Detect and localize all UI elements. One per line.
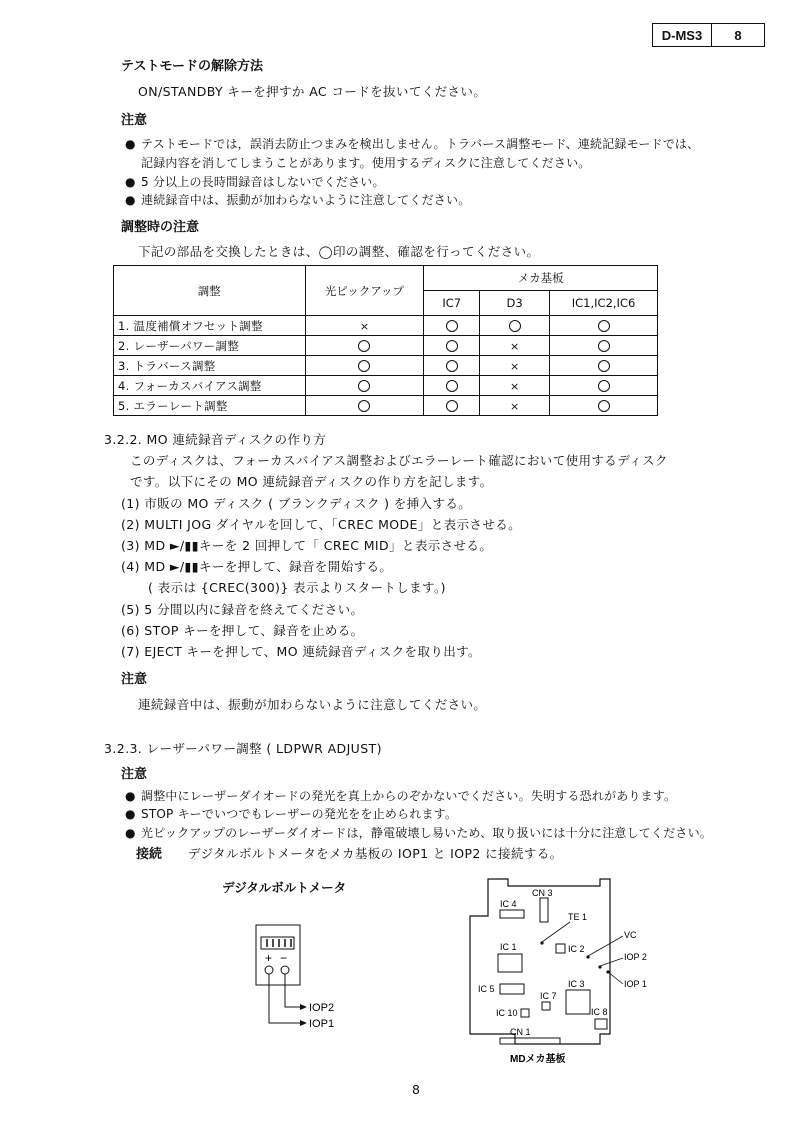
row-mark-cell: [305, 356, 424, 376]
note1-bullet-3: ● 連続録音中は、振動が加わらないように注意してください。: [125, 193, 471, 207]
col-ic1-ic2-ic6: IC1,IC2,IC6: [550, 291, 658, 316]
minus-label: −: [280, 951, 288, 965]
cross-mark: ×: [510, 399, 520, 413]
circle-mark-icon: [598, 400, 610, 412]
row-mark-cell: [550, 396, 658, 416]
ic2-part: [556, 944, 565, 953]
table-row: [114, 336, 658, 356]
circle-mark-icon: [598, 380, 610, 392]
release-text: ON/STANDBY キーを押すか AC コードを抜いてください。: [138, 84, 487, 99]
row-mark-cell: [424, 396, 480, 416]
circle-mark-icon: [358, 360, 370, 372]
ic3-label: IC 3: [568, 979, 585, 989]
cn3-part: [540, 898, 548, 922]
circle-mark-icon: [446, 340, 458, 352]
cross-mark: ×: [510, 359, 520, 373]
voltmeter-diagram: [240, 915, 350, 1035]
row-label: 1. 温度補償オフセット調整: [114, 316, 306, 336]
sec322-note-title: 注意: [121, 672, 148, 687]
note1-title: 注意: [121, 113, 148, 128]
ic4-label: IC 4: [500, 899, 517, 909]
col-pickup: 光ピックアップ: [305, 266, 424, 316]
sec323-bullet-2: ● STOP キーでいつでもレーザーの発光をを止められます。: [125, 807, 458, 821]
row-mark-cell: [550, 356, 658, 376]
header-box: [652, 23, 765, 47]
sec322-step-7: (7) EJECT キーを押して、MO 連続録音ディスクを取り出す。: [121, 644, 481, 659]
ic10-part: [521, 1009, 529, 1017]
row-mark-cell: [480, 376, 550, 396]
sec322-step-1: (1) 市販の MO ディスク ( ブランクディスク ) を挿入する。: [121, 496, 472, 511]
row-mark-cell: [480, 396, 550, 416]
connection-label: 接続: [136, 847, 163, 862]
sec322-step-2: (2) MULTI JOG ダイヤルを回して、「CREC MODE」と表示させる。: [121, 517, 522, 532]
cn1-label: CN 1: [510, 1027, 531, 1037]
ic5-label: IC 5: [478, 984, 495, 994]
sec322-note-text: 連続録音中は、振動が加わらないように注意してください。: [138, 697, 487, 712]
row-label: 4. フォーカスバイアス調整: [114, 376, 306, 396]
sec322-step-4-note: ( 表示は {CREC(300)} 表示よりスタートします。): [148, 580, 446, 595]
circle-mark-icon: [446, 320, 458, 332]
bullet-icon: ●: [125, 789, 136, 803]
circle-mark-icon: [598, 360, 610, 372]
adjnote-text: 下記の部品を交換したときは、◯印の調整、確認を行ってください。: [138, 244, 540, 259]
ic1-part: [498, 954, 522, 972]
connection-text: デジタルボルトメータをメカ基板の IOP1 と IOP2 に接続する。: [188, 846, 563, 861]
row-label: 3. トラバース調整: [114, 356, 306, 376]
circle-mark-icon: [358, 400, 370, 412]
release-title: テストモードの解除方法: [121, 59, 263, 74]
row-label: 5. エラーレート調整: [114, 396, 306, 416]
row-mark-cell: [305, 316, 424, 336]
adjnote-title: 調整時の注意: [121, 220, 200, 235]
row-mark-cell: [480, 336, 550, 356]
sec323-bullet-1: ● 調整中にレーザーダイオードの発光を真上からのぞかないでください。失明する恐れがあります。: [125, 789, 677, 803]
row-mark-cell: [424, 356, 480, 376]
circle-mark-icon: [446, 360, 458, 372]
meter-title: デジタルボルトメータ: [222, 880, 347, 895]
table-row: [114, 356, 658, 376]
te1-label: TE 1: [568, 912, 588, 922]
col-mecha: メカ基板: [424, 266, 658, 291]
col-d3: D3: [480, 291, 550, 316]
note1-bullet-1: ● テストモードでは，誤消去防止つまみを検出しません。トラバース調整モード、連続記録モードでは、: [125, 137, 700, 151]
vc-label: VC: [624, 930, 637, 940]
sec322-intro-2: です。以下にその MO 連続録音ディスクの作り方を記します。: [130, 474, 493, 489]
row-mark-cell: [550, 376, 658, 396]
voltmeter-body: [256, 925, 300, 985]
sec322-title: 3.2.2. MO 連続録音ディスクの作り方: [104, 432, 327, 447]
table-row: [114, 376, 658, 396]
iop2-label: IOP2: [309, 1002, 335, 1014]
sec322-intro-1: このディスクは、フォーカスバイアス調整およびエラーレート確認において使用するディスク: [130, 453, 668, 468]
model-label: D-MS3: [653, 24, 712, 46]
ic3-part: [566, 990, 590, 1014]
iop1-board-label: IOP 1: [624, 979, 647, 989]
circle-mark-icon: [446, 400, 458, 412]
circle-mark-icon: [358, 380, 370, 392]
ic2-label: IC 2: [568, 944, 585, 954]
table-row: [114, 396, 658, 416]
voltmeter-display: [261, 937, 294, 949]
wire-iop2: [285, 974, 300, 1007]
circle-mark-icon: [358, 340, 370, 352]
sec323-note-title: 注意: [121, 767, 148, 782]
ic8-part: [595, 1019, 607, 1029]
adjustment-table: [113, 265, 658, 416]
cross-mark: ×: [510, 379, 520, 393]
sec322-step-3: (3) MD ►/▮▮キーを 2 回押して「 CREC MID」と表示させる。: [121, 538, 493, 553]
cross-mark: ×: [359, 319, 370, 333]
row-mark-cell: [480, 316, 550, 336]
plus-label: +: [265, 951, 273, 965]
circle-mark-icon: [509, 320, 521, 332]
row-mark-cell: [424, 316, 480, 336]
circle-mark-icon: [598, 340, 610, 352]
sec323-bullet-3: ● 光ピックアップのレーザーダイオードは，静電破壊し易いため、取り扱いには十分に注意してください。: [125, 826, 713, 840]
cn1-part: [500, 1038, 560, 1044]
bullet-icon: ●: [125, 193, 136, 207]
row-mark-cell: [305, 396, 424, 416]
note1-bullet-1-cont: 記録内容を消してしまうことがあります。使用するディスクに注意してください。: [141, 156, 591, 170]
table-body: [114, 316, 658, 416]
header-page-number: 8: [734, 27, 742, 43]
plus-terminal: [265, 966, 273, 974]
sec322-step-6: (6) STOP キーを押して、録音を止める。: [121, 623, 364, 638]
ic7-label: IC 7: [540, 991, 557, 1001]
row-mark-cell: [424, 336, 480, 356]
row-mark-cell: [305, 376, 424, 396]
row-mark-cell: [480, 356, 550, 376]
row-mark-cell: [424, 376, 480, 396]
bullet-icon: ●: [125, 137, 136, 151]
row-mark-cell: [305, 336, 424, 356]
col-ic7: IC7: [424, 291, 480, 316]
sec322-step-5: (5) 5 分間以内に録音を終えてください。: [121, 602, 364, 617]
row-label: 2. レーザーパワー調整: [114, 336, 306, 356]
ic4-part: [500, 910, 524, 918]
md-mecha-board-diagram: [460, 874, 660, 1074]
ic10-label: IC 10: [496, 1008, 518, 1018]
row-mark-cell: [550, 316, 658, 336]
ic7-part: [542, 1002, 550, 1010]
bullet-icon: ●: [125, 807, 136, 821]
ic8-label: IC 8: [591, 1007, 608, 1017]
cn3-label: CN 3: [532, 888, 553, 898]
table-row: [114, 316, 658, 336]
minus-terminal: [281, 966, 289, 974]
sec322-step-4: (4) MD ►/▮▮キーを押して、録音を開始する。: [121, 559, 393, 574]
iop1-label: IOP1: [309, 1018, 335, 1030]
circle-mark-icon: [446, 380, 458, 392]
cross-mark: ×: [510, 339, 520, 353]
iop2-board-label: IOP 2: [624, 952, 647, 962]
sec323-title: 3.2.3. レーザーパワー調整 ( LDPWR ADJUST): [104, 741, 382, 756]
bullet-icon: ●: [125, 175, 136, 189]
circle-mark-icon: [598, 320, 610, 332]
col-adjust: 調整: [114, 266, 306, 316]
row-mark-cell: [550, 336, 658, 356]
ic1-label: IC 1: [500, 942, 517, 952]
note1-bullet-2: ● 5 分以上の長時間録音はしないでください。: [125, 175, 385, 189]
footer-page-number: 8: [412, 1082, 421, 1097]
board-caption: MDメカ基板: [510, 1054, 566, 1065]
bullet-icon: ●: [125, 826, 136, 840]
ic5-part: [500, 984, 524, 994]
